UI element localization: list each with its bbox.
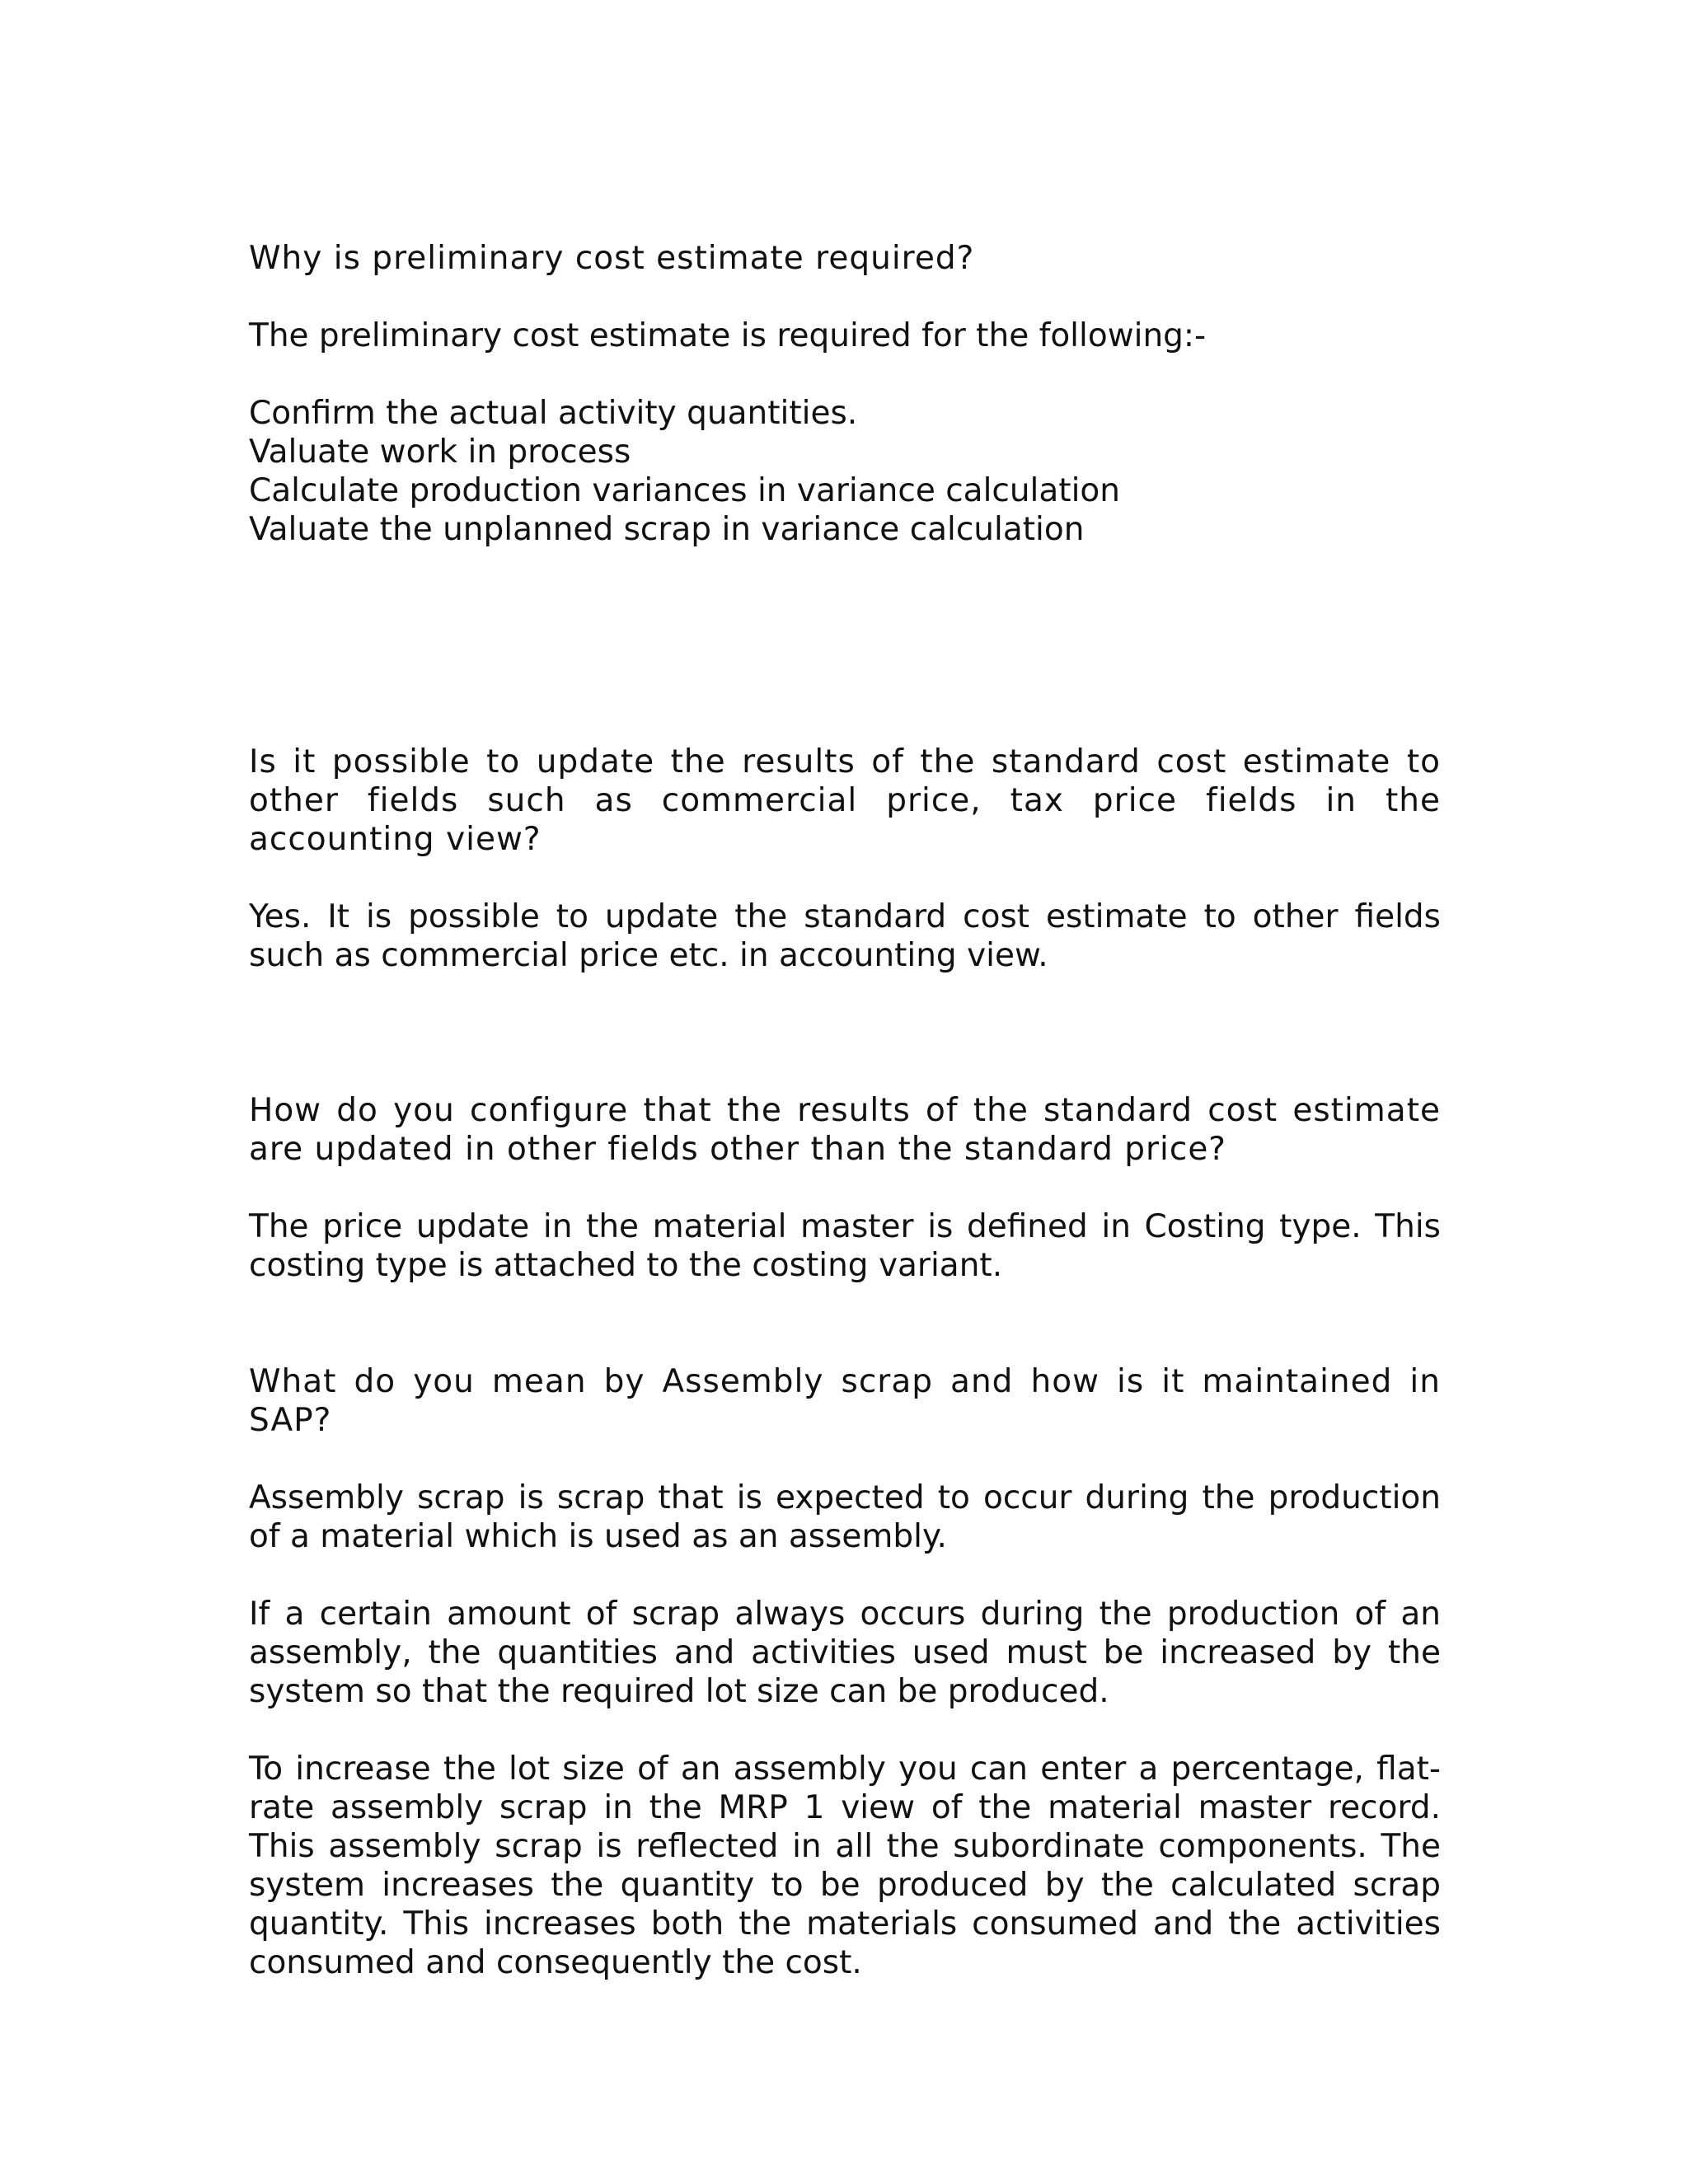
question-heading: How do you configure that the results of the standard cost estimate are updated in other fields other than the standard price? — [249, 1092, 1441, 1168]
qa-section-configure-price-update — [249, 1091, 1441, 1285]
qa-section-assembly-scrap — [249, 1362, 1441, 1982]
list-item: Valuate the unplanned scrap in variance calculation — [249, 511, 1085, 548]
answer-paragraph: To increase the lot size of an assembly you can enter a percentage, flat-rate assembly scrap in the MRP 1 view of the material master record. This assembly scrap is reflected in all the subordinate components. The system increases the quantity to be produced by the calculated scrap quantity. This increases both the materials consumed and the activities consumed and consequently the cost. — [249, 1750, 1441, 1981]
question-heading: Why is preliminary cost estimate required? — [249, 240, 975, 277]
answer-paragraph: The preliminary cost estimate is required for the following:- — [249, 317, 1207, 354]
reasons-list — [249, 394, 1441, 549]
answer-paragraph: If a certain amount of scrap always occurs during the production of an assembly, the quantities and activities used must be increased by the system so that the required lot size can be produced. — [249, 1596, 1441, 1710]
list-item: Calculate production variances in variance calculation — [249, 472, 1120, 509]
answer-paragraph: Assembly scrap is scrap that is expected to occur during the production of a material which is used as an assembly. — [249, 1479, 1441, 1555]
answer-paragraph: Yes. It is possible to update the standard cost estimate to other fields such as commercial price etc. in accounting view. — [249, 898, 1441, 974]
question-heading: Is it possible to update the results of the standard cost estimate to other fields such as commercial price, tax price fields in the accounting view? — [249, 743, 1441, 858]
qa-section-preliminary-cost-estimate — [249, 239, 1441, 549]
answer-paragraph: The price update in the material master is defined in Costing type. This costing type is attached to the costing variant. — [249, 1208, 1441, 1284]
qa-section-update-other-fields — [249, 743, 1441, 975]
question-heading: What do you mean by Assembly scrap and how is it maintained in SAP? — [249, 1363, 1441, 1439]
document-content — [249, 239, 1441, 1982]
list-item: Confirm the actual activity quantities. — [249, 395, 858, 432]
list-item: Valuate work in process — [249, 434, 631, 471]
